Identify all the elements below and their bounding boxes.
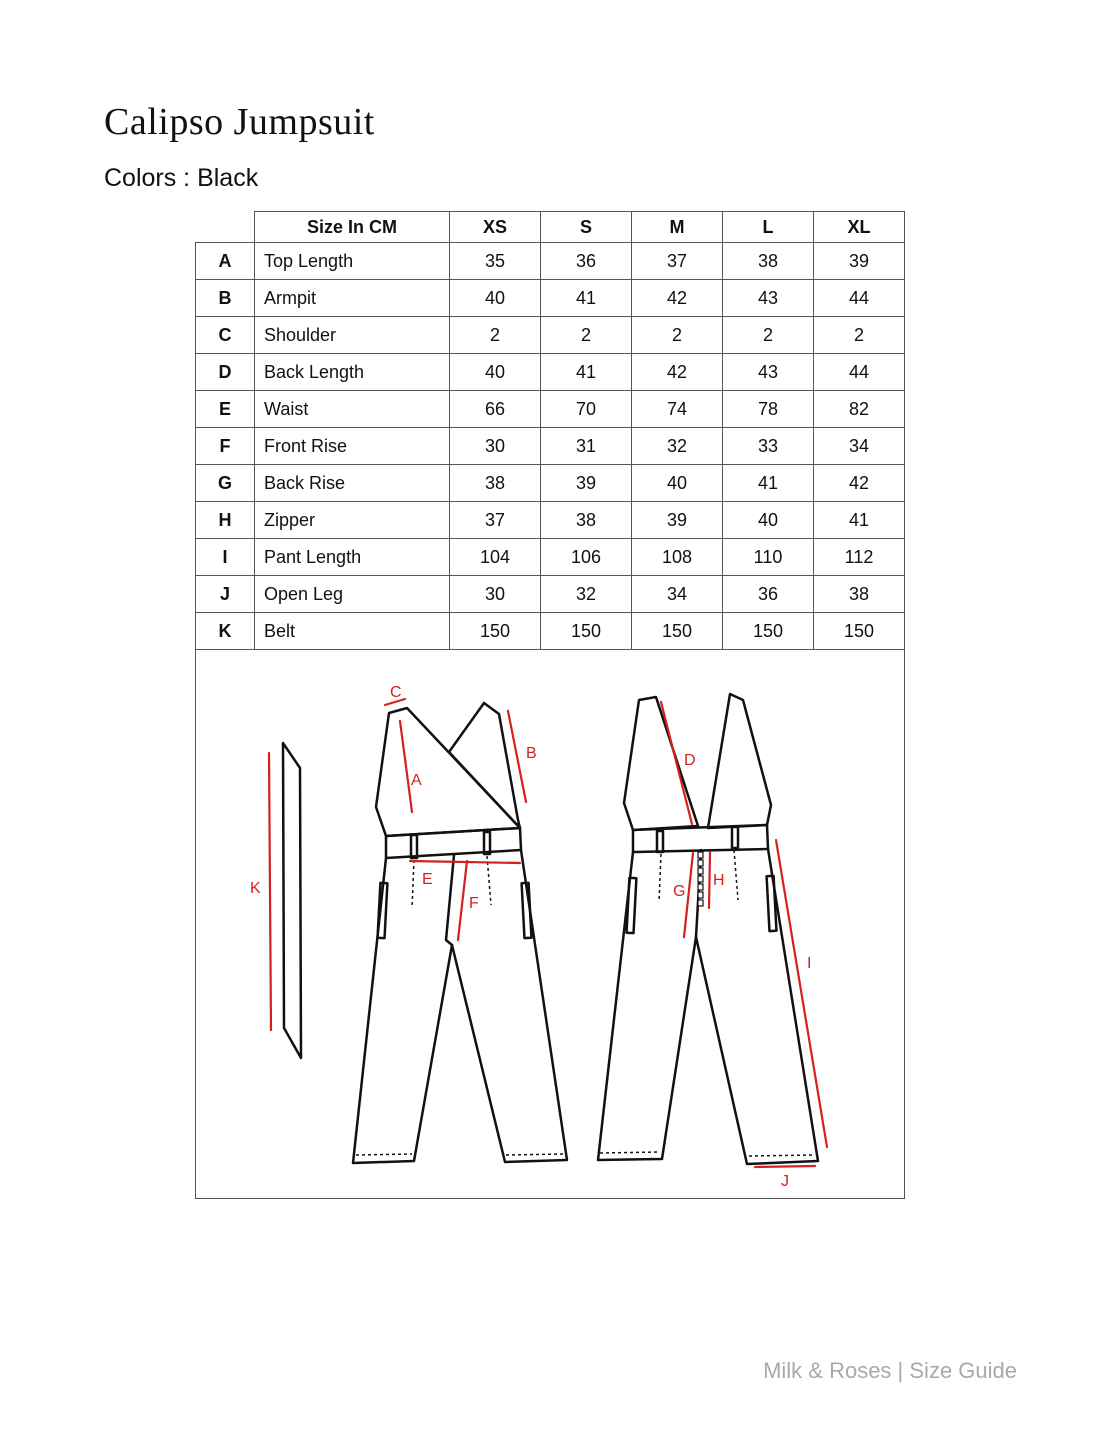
size-value-cell: 40 bbox=[450, 354, 541, 391]
row-label: Belt bbox=[255, 613, 450, 650]
row-code: G bbox=[196, 465, 255, 502]
zipper-tooth bbox=[698, 852, 703, 858]
table-row bbox=[196, 354, 905, 391]
size-value-cell: 35 bbox=[450, 243, 541, 280]
measure-line-f bbox=[458, 861, 467, 940]
label-d: D bbox=[684, 752, 696, 769]
measure-line-j bbox=[755, 1166, 815, 1167]
colors-line: Colors : Black bbox=[104, 164, 259, 192]
size-value-cell: 41 bbox=[814, 502, 905, 539]
size-value-cell: 150 bbox=[814, 613, 905, 650]
size-value-cell: 38 bbox=[541, 502, 632, 539]
label-i: I bbox=[807, 955, 812, 972]
label-h: H bbox=[713, 872, 725, 889]
measure-line-b bbox=[508, 711, 526, 802]
size-value-cell: 108 bbox=[632, 539, 723, 576]
size-value-cell: 30 bbox=[450, 576, 541, 613]
header-size-xs: XS bbox=[450, 212, 541, 243]
garment-diagram bbox=[195, 650, 905, 1199]
row-label: Open Leg bbox=[255, 576, 450, 613]
footer-brand: Milk & Roses | Size Guide bbox=[763, 1358, 1017, 1383]
size-value-cell: 150 bbox=[450, 613, 541, 650]
front-belt-loop-left bbox=[411, 835, 417, 858]
size-value-cell: 150 bbox=[541, 613, 632, 650]
label-j: J bbox=[781, 1173, 789, 1190]
zipper-tooth bbox=[698, 884, 703, 890]
measure-line-a bbox=[400, 721, 412, 812]
back-belt-loop-left bbox=[657, 831, 663, 852]
belt-drawing bbox=[283, 743, 301, 1058]
size-value-cell: 42 bbox=[632, 354, 723, 391]
table-row bbox=[196, 391, 905, 428]
front-fly-line bbox=[446, 855, 454, 945]
table-row bbox=[196, 317, 905, 354]
back-pocket-left bbox=[627, 878, 637, 933]
row-code: I bbox=[196, 539, 255, 576]
table-row bbox=[196, 428, 905, 465]
size-value-cell: 38 bbox=[450, 465, 541, 502]
front-waistband bbox=[386, 828, 521, 858]
front-pants-outline bbox=[353, 850, 567, 1163]
label-a: A bbox=[411, 772, 422, 789]
row-code: B bbox=[196, 280, 255, 317]
size-value-cell: 37 bbox=[450, 502, 541, 539]
measure-line-i bbox=[776, 840, 827, 1147]
table-header-row bbox=[196, 212, 905, 243]
row-label: Zipper bbox=[255, 502, 450, 539]
size-value-cell: 30 bbox=[450, 428, 541, 465]
header-blank-cell bbox=[196, 212, 255, 243]
page-title: Calipso Jumpsuit bbox=[104, 101, 375, 143]
table-row bbox=[196, 280, 905, 317]
measure-line-e bbox=[410, 861, 520, 863]
size-value-cell: 32 bbox=[541, 576, 632, 613]
zipper-tooth bbox=[698, 860, 703, 866]
front-belt-loop-right bbox=[484, 832, 490, 854]
size-value-cell: 110 bbox=[723, 539, 814, 576]
back-right-bodice bbox=[708, 694, 771, 828]
back-hem-right bbox=[749, 1155, 815, 1156]
row-label: Pant Length bbox=[255, 539, 450, 576]
back-hem-left bbox=[600, 1152, 660, 1153]
row-code: H bbox=[196, 502, 255, 539]
size-value-cell: 44 bbox=[814, 354, 905, 391]
measure-line-k bbox=[269, 753, 271, 1030]
row-code: E bbox=[196, 391, 255, 428]
size-value-cell: 41 bbox=[541, 280, 632, 317]
size-chart-table bbox=[195, 211, 905, 650]
row-code: A bbox=[196, 243, 255, 280]
size-value-cell: 150 bbox=[723, 613, 814, 650]
size-value-cell: 112 bbox=[814, 539, 905, 576]
size-value-cell: 74 bbox=[632, 391, 723, 428]
size-value-cell: 66 bbox=[450, 391, 541, 428]
row-code: F bbox=[196, 428, 255, 465]
size-value-cell: 39 bbox=[814, 243, 905, 280]
size-value-cell: 104 bbox=[450, 539, 541, 576]
label-k: K bbox=[250, 880, 261, 897]
front-hem-right bbox=[506, 1154, 564, 1155]
size-value-cell: 43 bbox=[723, 354, 814, 391]
row-label: Top Length bbox=[255, 243, 450, 280]
zipper-tooth bbox=[698, 876, 703, 882]
front-hem-left bbox=[356, 1154, 412, 1155]
back-dart-right bbox=[734, 850, 738, 900]
size-value-cell: 36 bbox=[541, 243, 632, 280]
size-value-cell: 70 bbox=[541, 391, 632, 428]
table-row bbox=[196, 613, 905, 650]
size-value-cell: 40 bbox=[723, 502, 814, 539]
size-value-cell: 82 bbox=[814, 391, 905, 428]
row-code: J bbox=[196, 576, 255, 613]
size-value-cell: 41 bbox=[723, 465, 814, 502]
table-row bbox=[196, 576, 905, 613]
back-dart-left bbox=[659, 854, 661, 902]
row-label: Shoulder bbox=[255, 317, 450, 354]
size-value-cell: 38 bbox=[814, 576, 905, 613]
size-value-cell: 44 bbox=[814, 280, 905, 317]
table-row bbox=[196, 465, 905, 502]
size-value-cell: 150 bbox=[632, 613, 723, 650]
back-waistband bbox=[633, 825, 768, 852]
size-value-cell: 40 bbox=[450, 280, 541, 317]
table-row bbox=[196, 539, 905, 576]
size-value-cell: 42 bbox=[632, 280, 723, 317]
size-value-cell: 43 bbox=[723, 280, 814, 317]
zipper-tooth bbox=[698, 892, 703, 898]
table-body bbox=[196, 243, 905, 650]
size-value-cell: 106 bbox=[541, 539, 632, 576]
size-value-cell: 36 bbox=[723, 576, 814, 613]
row-label: Back Length bbox=[255, 354, 450, 391]
size-value-cell: 40 bbox=[632, 465, 723, 502]
row-label: Front Rise bbox=[255, 428, 450, 465]
size-value-cell: 2 bbox=[814, 317, 905, 354]
label-c: C bbox=[390, 684, 402, 701]
size-value-cell: 78 bbox=[723, 391, 814, 428]
front-dart-left bbox=[412, 860, 414, 908]
size-value-cell: 2 bbox=[450, 317, 541, 354]
size-value-cell: 39 bbox=[541, 465, 632, 502]
size-value-cell: 2 bbox=[632, 317, 723, 354]
size-value-cell: 32 bbox=[632, 428, 723, 465]
header-size-m: M bbox=[632, 212, 723, 243]
zipper-tooth bbox=[698, 900, 703, 906]
back-pocket-right bbox=[767, 876, 777, 931]
size-value-cell: 34 bbox=[632, 576, 723, 613]
size-value-cell: 31 bbox=[541, 428, 632, 465]
header-size-l: L bbox=[723, 212, 814, 243]
row-code: C bbox=[196, 317, 255, 354]
measure-line-h bbox=[709, 852, 710, 908]
header-size-label: Size In CM bbox=[255, 212, 450, 243]
label-f: F bbox=[469, 895, 479, 912]
size-value-cell: 41 bbox=[541, 354, 632, 391]
size-value-cell: 42 bbox=[814, 465, 905, 502]
table-row bbox=[196, 502, 905, 539]
size-value-cell: 38 bbox=[723, 243, 814, 280]
size-value-cell: 34 bbox=[814, 428, 905, 465]
size-value-cell: 33 bbox=[723, 428, 814, 465]
header-size-s: S bbox=[541, 212, 632, 243]
label-b: B bbox=[526, 745, 537, 762]
zipper-tooth bbox=[698, 868, 703, 874]
size-value-cell: 2 bbox=[723, 317, 814, 354]
row-label: Waist bbox=[255, 391, 450, 428]
header-size-xl: XL bbox=[814, 212, 905, 243]
garment-diagram-svg bbox=[196, 650, 904, 1198]
table-row bbox=[196, 243, 905, 280]
label-e: E bbox=[422, 871, 433, 888]
row-label: Armpit bbox=[255, 280, 450, 317]
size-value-cell: 2 bbox=[541, 317, 632, 354]
label-g: G bbox=[673, 883, 686, 900]
back-belt-loop-right bbox=[732, 827, 738, 848]
size-value-cell: 39 bbox=[632, 502, 723, 539]
size-value-cell: 37 bbox=[632, 243, 723, 280]
row-code: K bbox=[196, 613, 255, 650]
row-code: D bbox=[196, 354, 255, 391]
front-left-bodice bbox=[376, 708, 520, 836]
row-label: Back Rise bbox=[255, 465, 450, 502]
